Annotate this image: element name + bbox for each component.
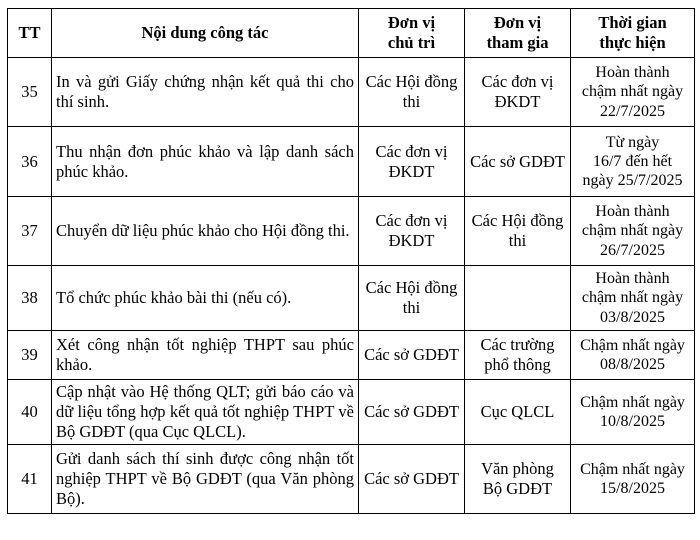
row-lead-unit [359,445,465,514]
row-time-line: Hoàn thành [595,203,670,221]
table-row [8,380,695,445]
row-number: 41 [8,445,52,514]
row-part-line: Các đơn vị [481,72,554,92]
row-time-line: 15/8/2025 [600,480,665,497]
row-time-line: Chậm nhất ngày [580,336,685,354]
row-time-line: 16/7 đến hết [592,152,673,170]
header-lead-line2: chủ trì [387,33,436,52]
row-number: 40 [8,380,52,445]
header-tt: TT [8,9,52,58]
row-content: In và gửi Giấy chứng nhận kết quả thi cho thí sinh. [52,58,359,127]
row-lead-line: Các sở GDĐT [364,345,459,365]
header-time-line1: Thời gian [598,13,667,33]
row-content: Cập nhật vào Hệ thống QLT; gửi báo cáo và dữ liệu tổng hợp kết quả tốt nghiệp THPT về Bộ GDĐT (qua Cục QLCL). [52,380,359,445]
table-row [8,266,695,331]
row-lead-line: Các đơn vị [375,211,448,231]
row-content: Gửi danh sách thí sinh được công nhận tốt nghiệp THPT về Bộ GDĐT (qua Văn phòng Bộ). [52,445,359,514]
schedule-table [7,8,695,514]
row-part-line: ĐKDT [494,92,541,111]
row-time-line: Chậm nhất ngày [580,393,685,411]
row-lead-unit [359,197,465,266]
row-participating-unit [465,445,571,514]
header-time [571,9,695,58]
row-participating-unit [465,331,571,380]
row-lead-line: Các đơn vị [375,141,448,161]
row-time-line: chậm nhất ngày [581,83,684,101]
row-number: 36 [8,127,52,197]
row-time-line: Hoàn thành [595,270,670,288]
row-participating-unit [465,380,571,445]
row-part-line: Bộ GDĐT [482,479,553,498]
row-lead-line: thi [402,298,421,317]
row-time [571,58,695,127]
header-part-line2: tham gia [486,33,549,52]
row-time [571,197,695,266]
row-content: Chuyển dữ liệu phúc khảo cho Hội đồng thi. [52,197,359,266]
row-part-line: Các Hội đồng [471,211,564,231]
row-number: 37 [8,197,52,266]
row-time [571,380,695,445]
row-time-line: 10/8/2025 [600,413,665,430]
row-part-line: Các trường [480,335,555,355]
row-time-line: chậm nhất ngày [581,222,684,240]
table-row [8,58,695,127]
row-participating-unit [465,266,571,331]
row-participating-unit [465,127,571,197]
row-number: 39 [8,331,52,380]
row-content: Xét công nhận tốt nghiệp THPT sau phúc khảo. [52,331,359,380]
table-row [8,127,695,197]
row-part-line: Các sở GDĐT [470,151,565,171]
row-lead-unit [359,266,465,331]
row-content: Tổ chức phúc khảo bài thi (nếu có). [52,266,359,331]
row-part-line: Cục QLCL [480,402,555,422]
row-lead-line: Các Hội đồng [365,278,458,298]
row-time-line: Chậm nhất ngày [580,460,685,478]
header-participating-unit [465,9,571,58]
row-time [571,331,695,380]
row-part-line: thi [508,231,527,250]
table-row [8,445,695,514]
row-time-line: 26/7/2025 [600,241,665,259]
row-lead-unit [359,331,465,380]
row-lead-line: ĐKDT [388,231,435,250]
row-part-line: Văn phòng [481,459,554,479]
row-content: Thu nhận đơn phúc khảo và lập danh sách phúc khảo. [52,127,359,197]
row-time [571,127,695,197]
row-lead-unit [359,127,465,197]
header-content: Nội dung công tác [52,9,359,58]
header-lead-line1: Đơn vị [387,13,436,33]
row-part-line: phổ thông [484,355,551,374]
row-lead-unit [359,380,465,445]
table-row [8,197,695,266]
row-time-line: 03/8/2025 [600,308,665,326]
row-lead-line: Các sở GDĐT [364,402,459,422]
row-lead-unit [359,58,465,127]
row-time-line: chậm nhất ngày [581,289,684,307]
row-time-line: Hoàn thành [595,64,670,82]
row-lead-line: ĐKDT [388,161,435,181]
row-participating-unit [465,58,571,127]
row-number: 38 [8,266,52,331]
row-time-line: Từ ngày [605,133,660,151]
row-time [571,445,695,514]
row-lead-line: Các Hội đồng [365,72,458,92]
row-number: 35 [8,58,52,127]
header-part-line1: Đơn vị [493,13,542,33]
row-lead-line: Các sở GDĐT [364,469,459,489]
row-time-line: 08/8/2025 [600,356,665,373]
header-row [8,9,695,58]
row-time [571,266,695,331]
row-participating-unit [465,197,571,266]
row-lead-line: thi [402,92,421,111]
header-lead-unit [359,9,465,58]
table-row [8,331,695,380]
row-time-line: 22/7/2025 [600,102,665,120]
row-time-line: ngày 25/7/2025 [582,172,683,190]
header-time-line2: thực hiện [599,33,666,52]
